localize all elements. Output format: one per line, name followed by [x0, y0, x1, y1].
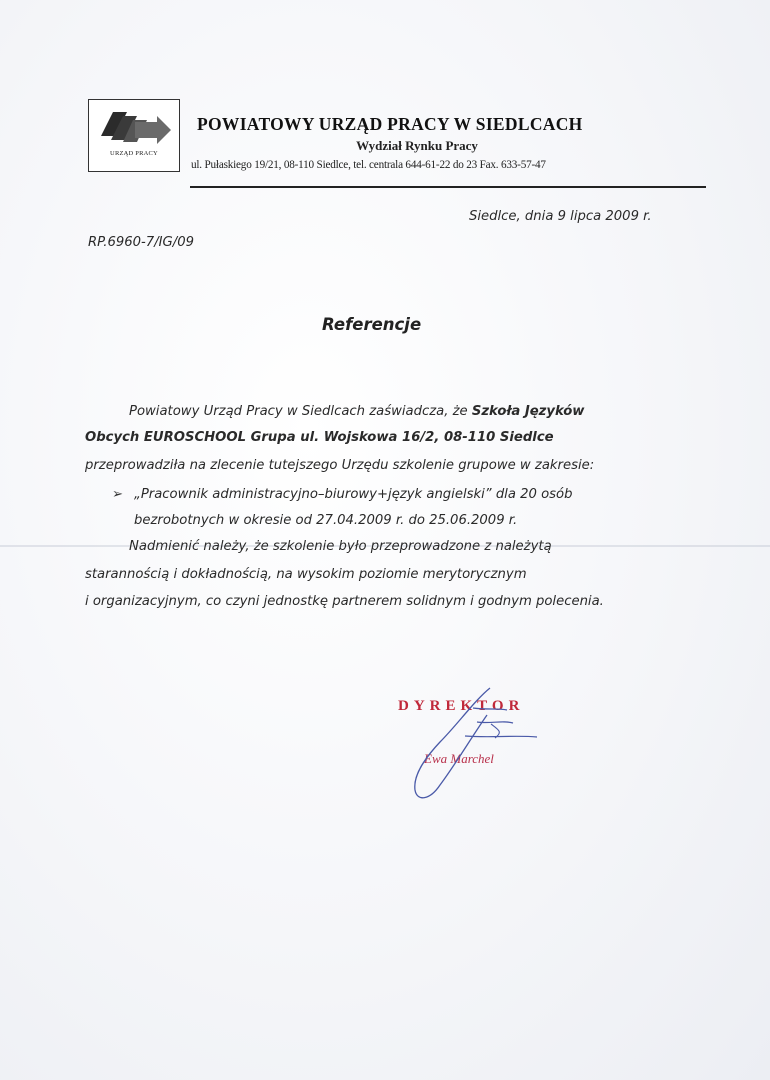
office-logo — [88, 99, 180, 172]
letter-date: Siedlce, dnia 9 lipca 2009 r. — [469, 209, 652, 224]
department-name: Wydział Rynku Pracy — [356, 138, 478, 153]
logo-caption: URZĄD PRACY — [110, 150, 158, 157]
organization-name: POWIATOWY URZĄD PRACY W SIEDLCACH — [197, 114, 583, 134]
paragraph-2-line-1: Nadmienić należy, że szkolenie było przeprowadzone z należytą — [129, 539, 552, 554]
bullet-item-continuation: bezrobotnych w okresie od 27.04.2009 r. do 25.06.2009 r. — [134, 513, 518, 528]
bullet-item-text: „Pracownik administracyjno–biurowy+język angielski” dla 20 osób — [134, 487, 573, 502]
director-stamp-title: DYREKTOR — [398, 698, 525, 714]
paragraph-2-line-3: i organizacyjnym, co czyni jednostkę partnerem solidnym i godnym polecenia. — [85, 594, 604, 609]
bullet-item — [112, 487, 572, 502]
school-name-part2: Obcych EUROSCHOOL Grupa ul. Wojskowa 16/2, 08-110 Siedlce — [85, 430, 554, 445]
director-stamp-name: Ewa Marchel — [424, 751, 494, 766]
body-line-1-text: Powiatowy Urząd Pracy w Siedlcach zaświadcza, że — [129, 404, 472, 419]
school-name-part1: Szkoła Języków — [471, 404, 585, 419]
office-address: ul. Pułaskiego 19/21, 08-110 Siedlce, tel. centrala 644-61-22 do 23 Fax. 633-57-47 — [191, 159, 546, 171]
document-title: Referencje — [322, 315, 422, 334]
paragraph-2-line-2: starannością i dokładnością, na wysokim poziomie merytorycznym — [85, 567, 527, 582]
bullet-arrow-icon: ➢ — [112, 487, 124, 502]
logo-arrow-icon — [95, 106, 173, 148]
handwritten-signature — [395, 680, 555, 810]
body-line-3: przeprowadziła na zlecenie tutejszego Urzędu szkolenie grupowe w zakresie: — [85, 458, 595, 473]
reference-number: RP.6960-7/IG/09 — [88, 235, 194, 250]
header-divider — [190, 186, 706, 188]
body-line-1 — [129, 404, 585, 419]
